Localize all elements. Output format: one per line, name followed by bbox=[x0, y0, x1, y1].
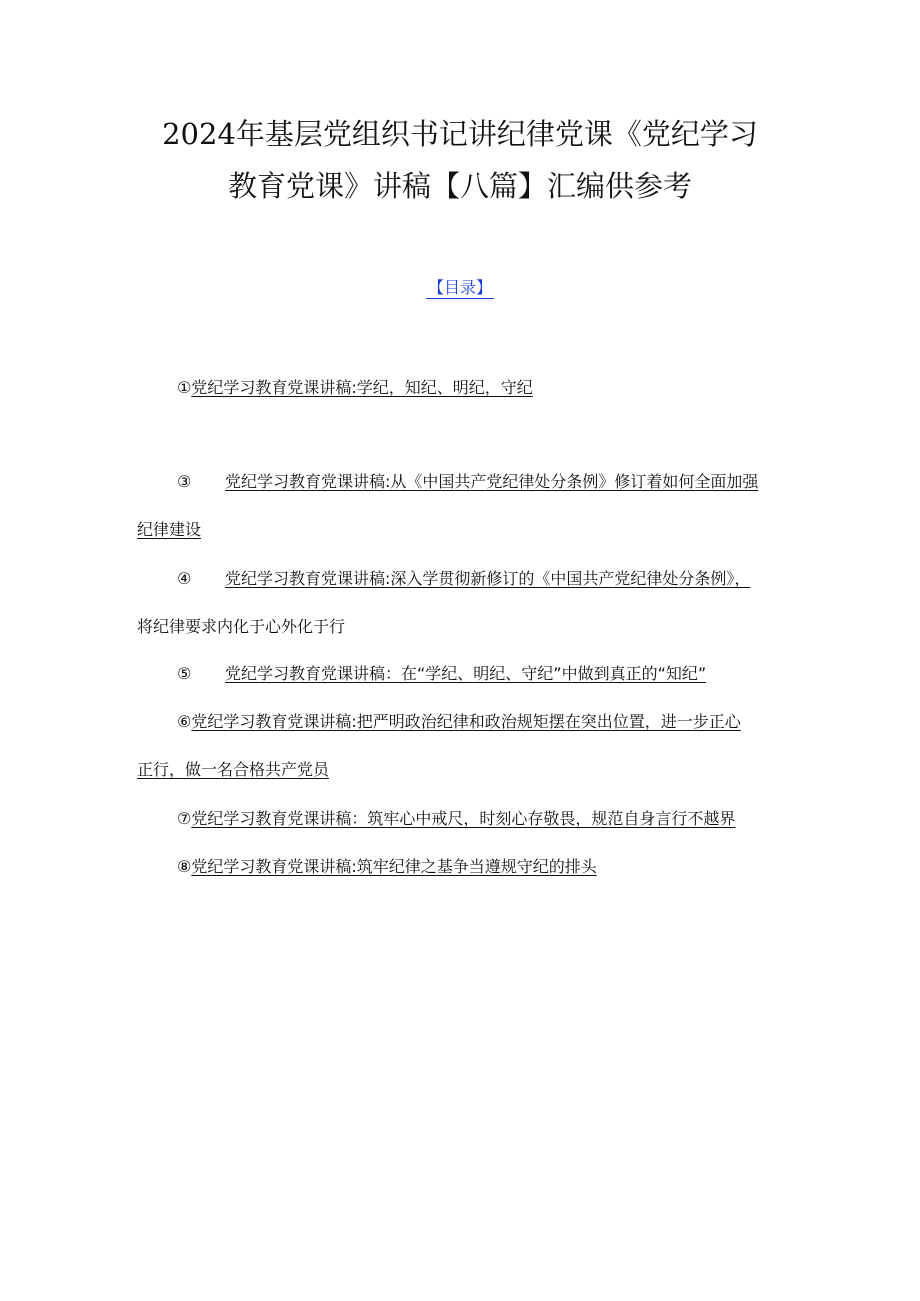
toc-item-text[interactable]: 党纪学习教育党课讲稿:把严明政治纪律和政治规矩摆在突出位置，进一步正心 bbox=[191, 712, 741, 731]
toc-item-6[interactable] bbox=[137, 698, 787, 794]
toc-item-5[interactable] bbox=[137, 650, 787, 698]
toc-item-1[interactable] bbox=[137, 364, 787, 412]
toc-heading bbox=[0, 276, 920, 300]
toc-item-number: ① bbox=[177, 378, 192, 397]
title-line-1: 2024年基层党组织书记讲纪律党课《党纪学习 bbox=[162, 117, 758, 151]
toc-item-text[interactable]: 党纪学习教育党课讲稿:从《中国共产党纪律处分条例》修订着如何全面加强 bbox=[225, 472, 759, 491]
toc-item-text[interactable]: 党纪学习教育党课讲稿：在“学纪、明纪、守纪”中做到真正的“知纪” bbox=[225, 664, 707, 683]
toc-item-number: ⑦ bbox=[177, 809, 192, 828]
toc-item-text-continued[interactable]: 将纪律要求内化于心外化于行 bbox=[137, 617, 346, 636]
toc-item-8[interactable] bbox=[137, 843, 787, 891]
toc-item-text[interactable]: 党纪学习教育党课讲稿:筑牢纪律之基争当遵规守纪的排头 bbox=[191, 857, 597, 876]
toc-item-text[interactable]: 党纪学习教育党课讲稿：筑牢心中戒尺，时刻心存敬畏，规范自身言行不越界 bbox=[191, 809, 736, 828]
toc-item-number: ⑧ bbox=[177, 857, 192, 876]
toc-item-text-continued[interactable]: 正行，做一名合格共产党员 bbox=[137, 760, 330, 779]
toc-item-number: ⑤ bbox=[177, 664, 192, 683]
toc-item-4[interactable] bbox=[137, 555, 787, 651]
toc-item-text-continued[interactable]: 纪律建设 bbox=[137, 520, 202, 539]
toc-item-3[interactable] bbox=[137, 458, 787, 554]
toc-item-number: ⑥ bbox=[177, 712, 192, 731]
title-line-2: 教育党课》讲稿【八篇】汇编供参考 bbox=[227, 169, 692, 203]
toc-link[interactable]: 【目录】 bbox=[427, 278, 492, 297]
toc-item-7[interactable] bbox=[137, 795, 787, 843]
toc-item-text[interactable]: 党纪学习教育党课讲稿:深入学贯彻新修订的《中国共产党纪律处分条例》， bbox=[225, 569, 751, 588]
toc-item-number: ④ bbox=[177, 569, 192, 588]
toc-item-text[interactable]: 党纪学习教育党课讲稿:学纪，知纪、明纪，守纪 bbox=[191, 378, 533, 397]
toc-item-number: ③ bbox=[177, 472, 192, 491]
document-title bbox=[0, 108, 920, 212]
